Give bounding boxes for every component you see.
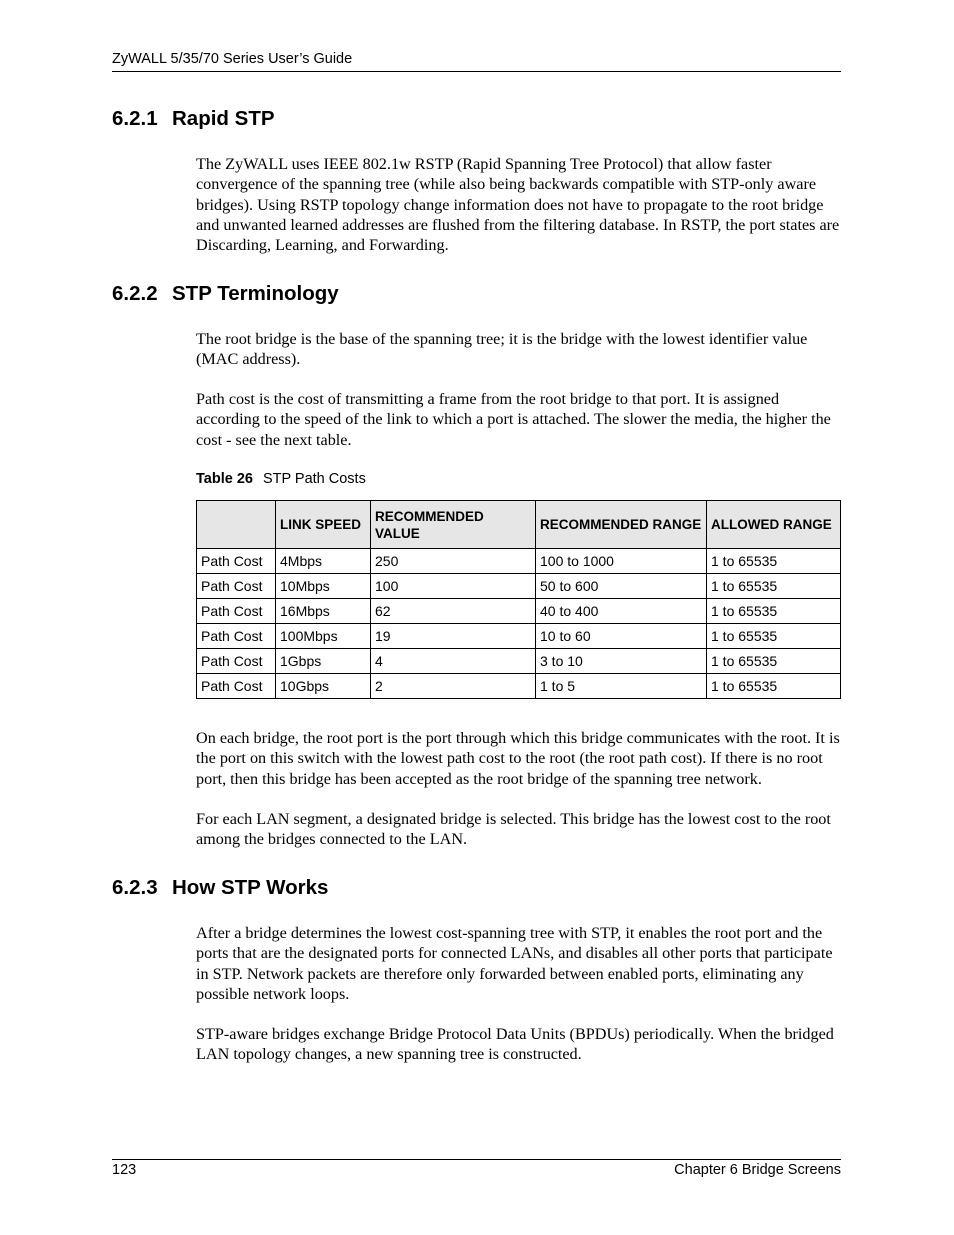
- table-cell: 10Gbps: [276, 674, 371, 699]
- section-number: 6.2.2: [112, 282, 158, 305]
- paragraph-root-bridge: The root bridge is the base of the spanning tree; it is the bridge with the lowest identifier value (MAC address).: [196, 330, 808, 369]
- table-caption-number: Table 26: [196, 471, 253, 487]
- table-cell: 100Mbps: [276, 624, 371, 649]
- table-cell: 1Gbps: [276, 649, 371, 674]
- paragraph-designated-bridge: For each LAN segment, a designated bridge is selected. This bridge has the lowest cost to the root among the bridges connected to the LAN.: [196, 810, 831, 849]
- section-title: Rapid STP: [172, 107, 275, 130]
- table-cell: 62: [371, 599, 536, 624]
- table-cell: 1 to 65535: [707, 674, 841, 699]
- section-number: 6.2.3: [112, 876, 158, 899]
- table-caption: [196, 471, 366, 487]
- table-row: [197, 624, 841, 649]
- table-cell: 1 to 65535: [707, 599, 841, 624]
- table-cell: 4Mbps: [276, 549, 371, 574]
- table-cell: 10 to 60: [536, 624, 707, 649]
- table-row: [197, 574, 841, 599]
- table-cell: 19: [371, 624, 536, 649]
- header-cell-recommended-range: RECOMMENDED RANGE: [536, 501, 707, 549]
- page-number: 123: [112, 1162, 137, 1178]
- paragraph-rapid-stp: The ZyWALL uses IEEE 802.1w RSTP (Rapid Spanning Tree Protocol) that allow faster convergence of the spanning tree (while also being backwards compatible with STP-only aware bridges). Using RSTP topology change information does not have to propagate to the root bridge and unwanted learned addresses are flushed from the filtering database. In RSTP, the port states are Discarding, Learning, and Forwarding.: [196, 155, 840, 255]
- paragraph-bpdu: STP-aware bridges exchange Bridge Protocol Data Units (BPDUs) periodically. When the bridged LAN topology changes, a new spanning tree is constructed.: [196, 1025, 834, 1064]
- section-number: 6.2.1: [112, 107, 158, 130]
- table-cell: 16Mbps: [276, 599, 371, 624]
- table-cell: 100 to 1000: [536, 549, 707, 574]
- table-row: [197, 599, 841, 624]
- table-caption-title: STP Path Costs: [262, 471, 366, 487]
- header-cell-recommended-value: RECOMMENDED VALUE: [371, 501, 536, 549]
- header-rule: [112, 71, 841, 72]
- header-cell-allowed-range: ALLOWED RANGE: [707, 501, 841, 549]
- chapter-footer: Chapter 6 Bridge Screens: [674, 1162, 841, 1178]
- section-title: How STP Works: [172, 876, 329, 899]
- header-cell-link-speed: LINK SPEED: [276, 501, 371, 549]
- section-heading-rapid-stp: [112, 107, 275, 131]
- table-row: [197, 549, 841, 574]
- table-cell: 1 to 65535: [707, 624, 841, 649]
- paragraph-root-port: On each bridge, the root port is the port through which this bridge communicates with the root. It is the port on this switch with the lowest path cost to the root (the root path cost). If there is no root port, then this bridge has been accepted as the root bridge of the spanning tree network.: [196, 729, 840, 788]
- table-cell: 10Mbps: [276, 574, 371, 599]
- table-cell: Path Cost: [197, 549, 276, 574]
- section-heading-stp-terminology: [112, 282, 339, 306]
- table-cell: 100: [371, 574, 536, 599]
- table-cell: 3 to 10: [536, 649, 707, 674]
- footer-rule: [112, 1159, 841, 1160]
- section-heading-how-stp-works: [112, 876, 328, 900]
- section-title: STP Terminology: [172, 282, 339, 305]
- stp-path-costs-table: [196, 500, 841, 699]
- table-cell: Path Cost: [197, 599, 276, 624]
- table-cell: 1 to 65535: [707, 574, 841, 599]
- table-cell: 1 to 65535: [707, 549, 841, 574]
- table-cell: Path Cost: [197, 574, 276, 599]
- table-header-row: [197, 501, 841, 549]
- table-cell: 1 to 5: [536, 674, 707, 699]
- table-cell: 50 to 600: [536, 574, 707, 599]
- table-cell: 1 to 65535: [707, 649, 841, 674]
- table-cell: Path Cost: [197, 624, 276, 649]
- table-cell: 4: [371, 649, 536, 674]
- paragraph-path-cost: Path cost is the cost of transmitting a frame from the root bridge to that port. It is assigned according to the speed of the link to which a port is attached. The slower the media, the higher the cost - see the next table.: [196, 390, 831, 449]
- header-cell-blank: [197, 501, 276, 549]
- table-cell: Path Cost: [197, 649, 276, 674]
- table-row: [197, 674, 841, 699]
- paragraph-how-stp-works: After a bridge determines the lowest cost-spanning tree with STP, it enables the root port and the ports that are the designated ports for connected LANs, and disables all other ports that participate in STP. Network packets are therefore only forwarded between enabled ports, eliminating any possible network loops.: [196, 924, 833, 1003]
- table-cell: 250: [371, 549, 536, 574]
- table-cell: 40 to 400: [536, 599, 707, 624]
- running-header: ZyWALL 5/35/70 Series User’s Guide: [112, 51, 353, 67]
- table-cell: 2: [371, 674, 536, 699]
- table-cell: Path Cost: [197, 674, 276, 699]
- table-row: [197, 649, 841, 674]
